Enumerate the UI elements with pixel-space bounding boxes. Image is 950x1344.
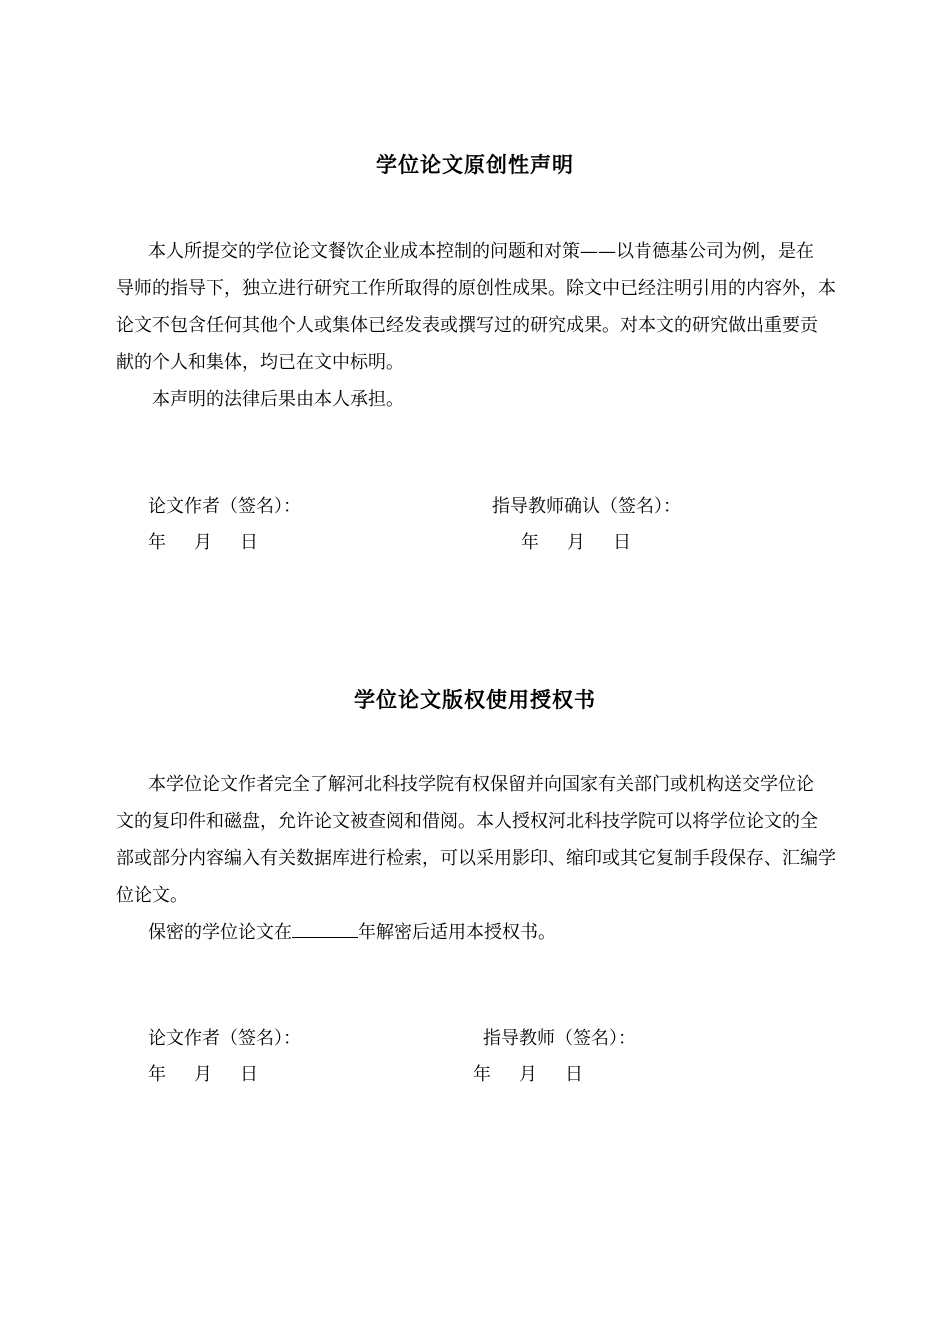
- declaration-line-1: 本人所提交的学位论文餐饮企业成本控制的问题和对策——以肯德基公司为例，是在: [148, 241, 814, 262]
- authorization-line-3: 部或部分内容编入有关数据库进行检索，可以采用影印、缩印或其它复制手段保存、汇编学: [116, 848, 836, 869]
- date-month: 月: [567, 532, 585, 553]
- authorization-advisor-date: [473, 1061, 611, 1089]
- declaration-line-3: 论文不包含任何其他个人或集体已经发表或撰写过的研究成果。对本文的研究做出重要贡: [116, 315, 818, 336]
- declaration-line-2: 导师的指导下，独立进行研究工作所取得的原创性成果。除文中已经注明引用的内容外，本: [116, 278, 836, 299]
- date-day: 日: [565, 1064, 583, 1085]
- authorization-advisor-signature: 指导教师（签名）：: [483, 1028, 636, 1049]
- declaration-legal-line: 本声明的法律后果由本人承担。: [152, 389, 404, 410]
- declaration-title: 学位论文原创性声明: [376, 153, 574, 177]
- secrecy-prefix: 保密的学位论文在: [148, 922, 292, 943]
- secrecy-years-blank[interactable]: [292, 919, 358, 938]
- secrecy-line: [148, 919, 556, 947]
- declaration-advisor-signature: 指导教师确认（签名）：: [492, 496, 681, 517]
- date-year: 年: [521, 532, 539, 553]
- date-day: 日: [240, 1064, 258, 1085]
- declaration-advisor-date: [521, 529, 659, 557]
- date-month: 月: [519, 1064, 537, 1085]
- authorization-line-2: 文的复印件和磁盘，允许论文被查阅和借阅。本人授权河北科技学院可以将学位论文的全: [116, 811, 818, 832]
- date-day: 日: [613, 532, 631, 553]
- date-year: 年: [148, 1064, 166, 1085]
- secrecy-suffix: 年解密后适用本授权书。: [358, 922, 556, 943]
- date-year: 年: [148, 532, 166, 553]
- authorization-title: 学位论文版权使用授权书: [354, 688, 596, 712]
- date-month: 月: [194, 532, 212, 553]
- declaration-line-4: 献的个人和集体，均已在文中标明。: [116, 352, 404, 373]
- authorization-line-1: 本学位论文作者完全了解河北科技学院有权保留并向国家有关部门或机构送交学位论: [148, 774, 814, 795]
- declaration-author-date: [148, 529, 286, 557]
- authorization-author-date: [148, 1061, 286, 1089]
- date-day: 日: [240, 532, 258, 553]
- declaration-author-signature: 论文作者（签名）：: [148, 496, 301, 517]
- authorization-author-signature: 论文作者（签名）：: [148, 1028, 301, 1049]
- date-year: 年: [473, 1064, 491, 1085]
- date-month: 月: [194, 1064, 212, 1085]
- authorization-line-4: 位论文。: [116, 885, 188, 906]
